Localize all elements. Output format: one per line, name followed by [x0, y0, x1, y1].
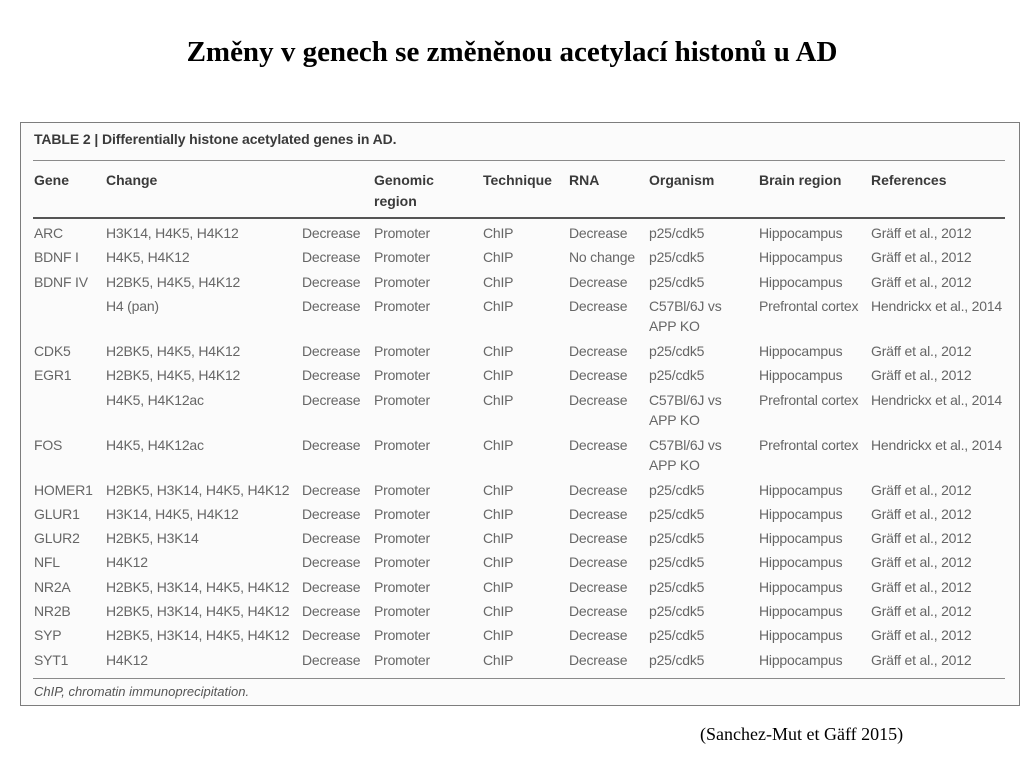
header-brain-region: Brain region: [759, 172, 842, 188]
cell-organism-line: p25/cdk5: [649, 578, 705, 595]
header-references: References: [871, 172, 947, 188]
cell-technique: ChIP: [483, 297, 514, 314]
cell-organism-line: C57Bl/6J vs: [649, 297, 722, 314]
cell-organism-line: C57Bl/6J vs: [649, 391, 722, 408]
header-rna: RNA: [569, 172, 600, 188]
cell-organism: [649, 435, 722, 475]
cell-gene: ARC: [34, 225, 63, 241]
cell-change: H2BK5, H3K14, H4K5, H4K12: [106, 603, 290, 619]
cell-rna: Decrease: [569, 530, 628, 547]
cell-organism-line: C57Bl/6J vs: [649, 436, 722, 453]
cell-genomic-region: Promoter: [374, 651, 430, 668]
cell-direction: Decrease: [302, 391, 361, 408]
cell-direction: Decrease: [302, 603, 361, 619]
cell-genomic-region: Promoter: [374, 391, 430, 408]
cell-organism: [649, 552, 704, 572]
table-footnote: ChIP, chromatin immunoprecipitation.: [34, 684, 250, 699]
cell-genomic-region: Promoter: [374, 249, 430, 266]
cell-gene: GLUR1: [34, 505, 80, 522]
cell-brain-region: Hippocampus: [759, 273, 843, 290]
cell-direction: Decrease: [302, 505, 361, 522]
cell-technique: ChIP: [483, 627, 514, 644]
cell-change: H2BK5, H4K5, H4K12: [106, 342, 241, 359]
cell-technique: ChIP: [483, 578, 514, 595]
cell-rna: Decrease: [569, 603, 628, 619]
cell-gene: EGR1: [34, 367, 72, 384]
cell-change: H4K5, H4K12: [106, 249, 190, 266]
cell-rna: Decrease: [569, 225, 628, 241]
cell-organism-line: p25/cdk5: [649, 342, 705, 359]
table-bottom-rule: [33, 678, 1005, 679]
cell-organism-line: p25/cdk5: [649, 530, 705, 547]
cell-brain-region: Hippocampus: [759, 249, 843, 266]
cell-reference: Gräff et al., 2012: [871, 342, 972, 359]
cell-gene: SYT1: [34, 651, 69, 668]
cell-brain-region: Hippocampus: [759, 627, 843, 644]
cell-organism: [649, 577, 704, 597]
cell-direction: Decrease: [302, 481, 361, 498]
cell-rna: Decrease: [569, 651, 628, 668]
cell-change: H3K14, H4K5, H4K12: [106, 505, 239, 522]
cell-organism: [649, 504, 704, 524]
cell-change: H4K5, H4K12ac: [106, 436, 204, 453]
cell-direction: Decrease: [302, 225, 361, 241]
cell-rna: Decrease: [569, 297, 628, 314]
cell-technique: ChIP: [483, 481, 514, 498]
cell-technique: ChIP: [483, 249, 514, 266]
cell-organism: [649, 528, 704, 548]
cell-reference: Gräff et al., 2012: [871, 651, 972, 668]
cell-reference: Gräff et al., 2012: [871, 530, 972, 547]
cell-technique: ChIP: [483, 505, 514, 522]
cell-direction: Decrease: [302, 578, 361, 595]
cell-brain-region: Hippocampus: [759, 578, 843, 595]
cell-technique: ChIP: [483, 436, 514, 453]
cell-change: H2BK5, H4K5, H4K12: [106, 367, 241, 384]
cell-rna: Decrease: [569, 627, 628, 644]
cell-organism: [649, 296, 722, 336]
cell-change: H2BK5, H3K14, H4K5, H4K12: [106, 481, 290, 498]
cell-organism: [649, 223, 704, 243]
cell-organism: [649, 625, 704, 645]
cell-reference: Hendrickx et al., 2014: [871, 297, 1003, 314]
cell-gene: NR2B: [34, 603, 71, 619]
cell-reference: Gräff et al., 2012: [871, 505, 972, 522]
cell-rna: Decrease: [569, 436, 628, 453]
cell-direction: Decrease: [302, 297, 361, 314]
cell-rna: Decrease: [569, 578, 628, 595]
cell-gene: HOMER1: [34, 481, 93, 498]
cell-reference: Hendrickx et al., 2014: [871, 436, 1003, 453]
cell-brain-region: Prefrontal cortex: [759, 436, 859, 453]
cell-brain-region: Hippocampus: [759, 530, 843, 547]
cell-brain-region: Hippocampus: [759, 367, 843, 384]
cell-change: H3K14, H4K5, H4K12: [106, 225, 239, 241]
cell-reference: Gräff et al., 2012: [871, 225, 972, 241]
cell-reference: Gräff et al., 2012: [871, 627, 972, 644]
cell-direction: Decrease: [302, 273, 361, 290]
cell-change: H2BK5, H3K14, H4K5, H4K12: [106, 578, 290, 595]
cell-brain-region: Prefrontal cortex: [759, 297, 859, 314]
cell-organism-line: APP KO: [649, 411, 700, 428]
cell-genomic-region: Promoter: [374, 342, 430, 359]
cell-genomic-region: Promoter: [374, 225, 430, 241]
cell-reference: Gräff et al., 2012: [871, 481, 972, 498]
cell-brain-region: Hippocampus: [759, 225, 843, 241]
cell-technique: ChIP: [483, 391, 514, 408]
cell-gene: SYP: [34, 627, 62, 644]
cell-gene: BDNF I: [34, 249, 79, 266]
cell-rna: Decrease: [569, 481, 628, 498]
cell-rna: Decrease: [569, 342, 628, 359]
cell-organism-line: p25/cdk5: [649, 481, 705, 498]
cell-organism: [649, 480, 704, 500]
cell-genomic-region: Promoter: [374, 436, 430, 453]
header-technique: Technique: [483, 172, 552, 188]
cell-organism-line: p25/cdk5: [649, 505, 705, 522]
citation: (Sanchez-Mut et Gäff 2015): [700, 724, 904, 744]
cell-organism: [649, 365, 704, 385]
cell-organism-line: p25/cdk5: [649, 249, 705, 266]
cell-reference: Gräff et al., 2012: [871, 367, 972, 384]
cell-rna: Decrease: [569, 367, 628, 384]
cell-technique: ChIP: [483, 603, 514, 619]
cell-change: H4 (pan): [106, 297, 159, 314]
cell-organism: [649, 341, 704, 361]
cell-genomic-region: Promoter: [374, 627, 430, 644]
cell-technique: ChIP: [483, 530, 514, 547]
cell-gene: FOS: [34, 436, 63, 453]
header-organism: Organism: [649, 172, 715, 188]
cell-change: H4K12: [106, 554, 148, 571]
header-genomic-region: [374, 170, 434, 212]
cell-genomic-region: Promoter: [374, 297, 430, 314]
cell-organism: [649, 247, 704, 267]
slide-title: Změny v genech se změněnou acetylací histonů u AD: [186, 36, 838, 68]
table-image: [20, 122, 1020, 706]
cell-direction: Decrease: [302, 651, 361, 668]
cell-reference: Gräff et al., 2012: [871, 578, 972, 595]
cell-organism-line: p25/cdk5: [649, 273, 705, 290]
cell-reference: Gräff et al., 2012: [871, 554, 972, 571]
cell-genomic-region: Promoter: [374, 578, 430, 595]
cell-genomic-region: Promoter: [374, 603, 430, 619]
cell-organism-line: p25/cdk5: [649, 627, 705, 644]
cell-reference: Gräff et al., 2012: [871, 603, 972, 619]
cell-genomic-region: Promoter: [374, 481, 430, 498]
cell-change: H2BK5, H3K14: [106, 530, 199, 547]
cell-gene: CDK5: [34, 342, 71, 359]
cell-reference: Hendrickx et al., 2014: [871, 391, 1003, 408]
cell-brain-region: Hippocampus: [759, 651, 843, 668]
cell-direction: Decrease: [302, 367, 361, 384]
cell-organism: [649, 601, 704, 621]
cell-direction: Decrease: [302, 554, 361, 571]
cell-change: H4K12: [106, 651, 148, 668]
cell-brain-region: Hippocampus: [759, 342, 843, 359]
cell-brain-region: Prefrontal cortex: [759, 391, 859, 408]
cell-technique: ChIP: [483, 651, 514, 668]
cell-organism-line: APP KO: [649, 456, 700, 473]
cell-technique: ChIP: [483, 273, 514, 290]
header-genomic-region-line2: region: [374, 193, 417, 209]
cell-organism-line: p25/cdk5: [649, 651, 705, 668]
cell-organism: [649, 650, 704, 670]
cell-direction: Decrease: [302, 342, 361, 359]
table-top-rule: [33, 160, 1005, 161]
cell-direction: Decrease: [302, 627, 361, 644]
header-gene: Gene: [34, 172, 70, 188]
cell-genomic-region: Promoter: [374, 367, 430, 384]
cell-reference: Gräff et al., 2012: [871, 249, 972, 266]
cell-organism-line: p25/cdk5: [649, 367, 705, 384]
cell-rna: Decrease: [569, 273, 628, 290]
cell-technique: ChIP: [483, 367, 514, 384]
cell-brain-region: Hippocampus: [759, 554, 843, 571]
cell-organism-line: p25/cdk5: [649, 225, 705, 241]
cell-technique: ChIP: [483, 225, 514, 241]
cell-change: H2BK5, H3K14, H4K5, H4K12: [106, 627, 290, 644]
cell-gene: GLUR2: [34, 530, 80, 547]
cell-direction: Decrease: [302, 530, 361, 547]
cell-reference: Gräff et al., 2012: [871, 273, 972, 290]
cell-gene: BDNF IV: [34, 273, 88, 290]
cell-organism-line: p25/cdk5: [649, 603, 705, 619]
header-change: Change: [106, 172, 158, 188]
cell-rna: Decrease: [569, 554, 628, 571]
cell-organism-line: APP KO: [649, 317, 700, 334]
cell-organism: [649, 272, 704, 292]
cell-brain-region: Hippocampus: [759, 505, 843, 522]
cell-genomic-region: Promoter: [374, 554, 430, 571]
cell-technique: ChIP: [483, 342, 514, 359]
cell-brain-region: Hippocampus: [759, 481, 843, 498]
cell-organism: [649, 390, 722, 430]
cell-organism-line: p25/cdk5: [649, 554, 705, 571]
cell-change: H4K5, H4K12ac: [106, 391, 204, 408]
cell-rna: Decrease: [569, 391, 628, 408]
cell-direction: Decrease: [302, 436, 361, 453]
cell-genomic-region: Promoter: [374, 505, 430, 522]
cell-genomic-region: Promoter: [374, 273, 430, 290]
cell-direction: Decrease: [302, 249, 361, 266]
cell-rna: Decrease: [569, 505, 628, 522]
table-header-rule: [33, 217, 1005, 219]
cell-rna: No change: [569, 249, 635, 266]
header-genomic-region-line1: Genomic: [374, 172, 434, 188]
cell-change: H2BK5, H4K5, H4K12: [106, 273, 241, 290]
cell-brain-region: Hippocampus: [759, 603, 843, 619]
cell-technique: ChIP: [483, 554, 514, 571]
cell-gene: NR2A: [34, 578, 71, 595]
cell-genomic-region: Promoter: [374, 530, 430, 547]
table-caption: TABLE 2 | Differentially histone acetylated genes in AD.: [34, 131, 397, 147]
cell-gene: NFL: [34, 554, 60, 571]
